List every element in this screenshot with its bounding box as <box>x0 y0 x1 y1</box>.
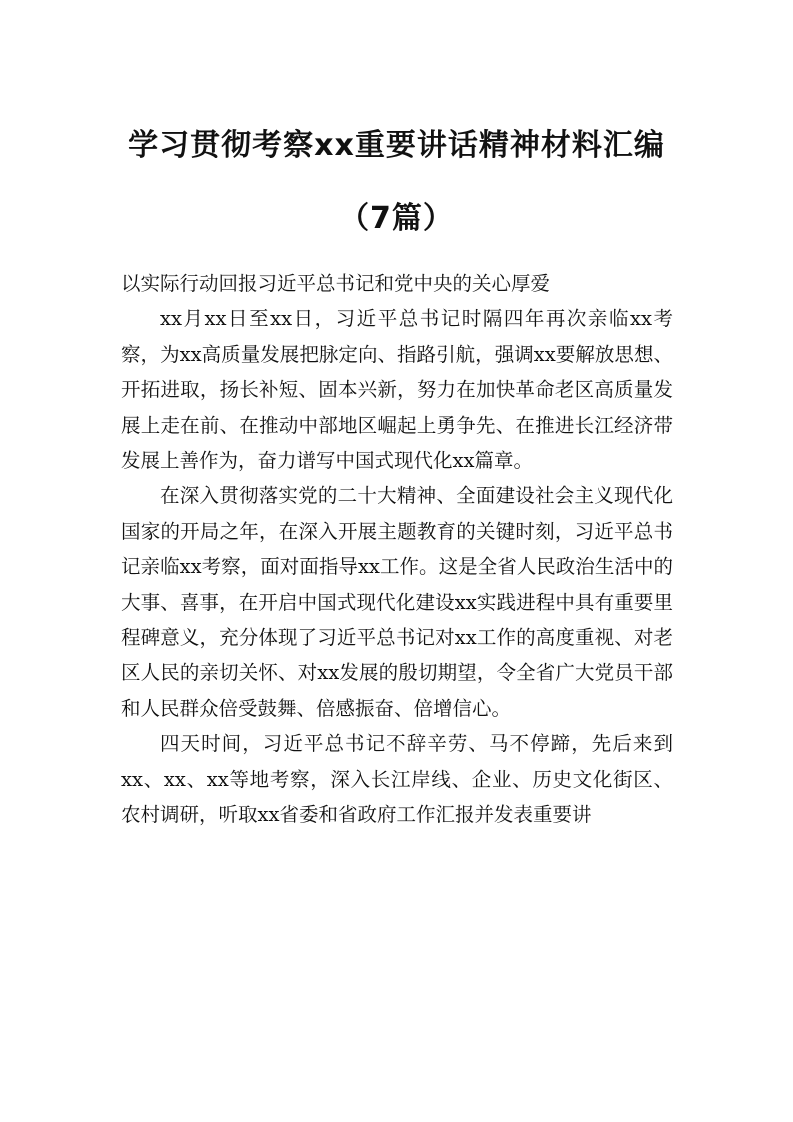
body-paragraph-2: 在深入贯彻落实党的二十大精神、全面建设社会主义现代化国家的开局之年，在深入开展主题教育的关键时刻，习近平总书记亲临xx考察，面对面指导xx工作。这是全省人民政治生活中的大事、喜事，在开启中国式现代化建设xx实践进程中具有重要里程碑意义，充分体现了习近平总书记对xx工作的高度重视、对老区人民的亲切关怀、对xx发展的殷切期望，令全省广大党员干部和人民群众倍受鼓舞、倍感振奋、倍增信心。 <box>121 484 673 720</box>
document-title-count: （7篇） <box>339 201 454 236</box>
body-paragraph-3: 四天时间，习近平总书记不辞辛劳、马不停蹄，先后来到xx、xx、xx等地考察，深入长江岸线、企业、历史文化街区、农村调研，听取xx省委和省政府工作汇报并发表重要讲 <box>121 732 673 827</box>
document-title: 学习贯彻考察xx重要讲话精神材料汇编 <box>128 128 665 163</box>
document-body <box>121 266 673 833</box>
article-subtitle: 以实际行动回报习近平总书记和党中央的关心厚爱 <box>121 272 551 295</box>
body-paragraph-1: xx月xx日至xx日，习近平总书记时隔四年再次亲临xx考察，为xx高质量发展把脉定向、指路引航，强调xx要解放思想、开拓进取，扬长补短、固本兴新，努力在加快革命老区高质量发展上走在前、在推动中部地区崛起上勇争先、在推进长江经济带发展上善作为，奋力谱写中国式现代化xx篇章。 <box>121 307 673 473</box>
